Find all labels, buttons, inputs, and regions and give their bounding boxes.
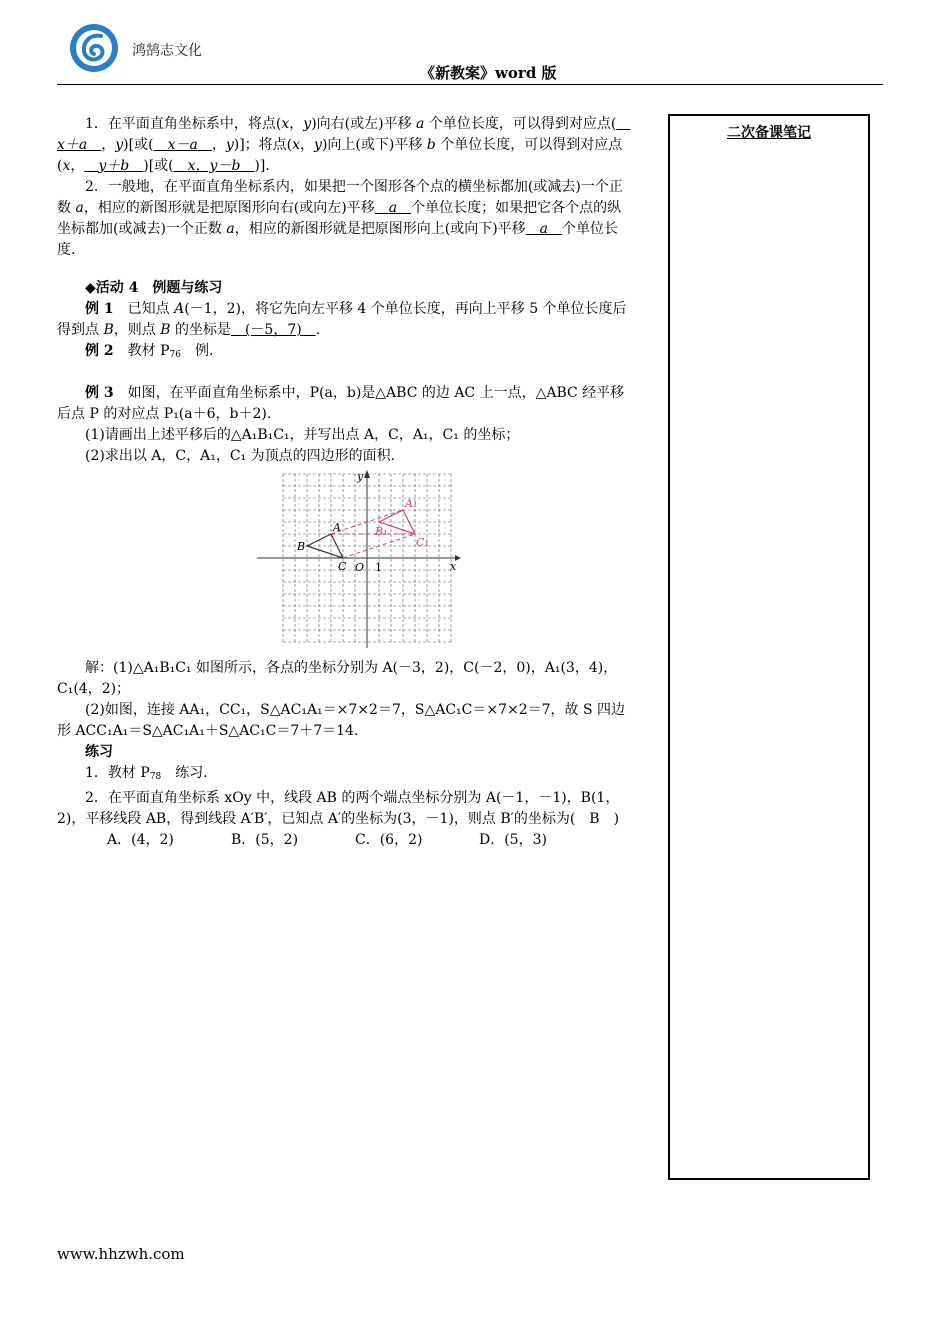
coordinate-figure — [57, 470, 635, 650]
activity-heading: ◆活动 4 例题与练习 — [85, 280, 223, 296]
option-b: B．(5，2) — [231, 832, 299, 848]
point-B-label: B — [297, 540, 306, 553]
point-C1-label: C₁ — [416, 536, 429, 549]
example-1: 例 1 已知点 A(－1，2)，将它先向左平移 4 个单位长度，再向上平移 5 个单位长度后得到点 B，则点 B 的坐标是 (－5，7) . — [57, 301, 627, 338]
answer-blank-4: x，y－b — [187, 158, 241, 174]
point-B1-label: B₁ — [375, 525, 388, 538]
answer-blank-2: x－a — [167, 137, 198, 153]
origin-label: O — [355, 561, 365, 574]
practice-heading: 练习 — [85, 744, 113, 760]
option-d: D．(5，3) — [479, 832, 547, 848]
answer-blank-7: (－5，7) — [244, 322, 302, 338]
header-title: 《新教案》word 版 — [420, 64, 557, 82]
main-content — [57, 114, 635, 851]
answer-blank-1: x＋a — [57, 137, 88, 153]
example-3: 例 3 如图，在平面直角坐标系中，P(a，b)是△ABC 的边 AC 上一点，△ABC 经平移后点 P 的对应点 P₁(a＋6，b＋2). — [57, 385, 625, 422]
example-3-question-2: (2)求出以 A，C，A₁，C₁ 为顶点的四边形的面积. — [85, 448, 396, 464]
option-c: C．(6，2) — [355, 832, 423, 848]
paragraph-1: 1．在平面直角坐标系中，将点(x，y)向右(或左)平移 a 个单位长度，可以得到对应点( x＋a ，y)[或( x－a ，y)]；将点(x，y)向上(或下)平移 b 个单位长度，可以得到对应点(x， y＋b )[或( x，y－b )]. — [57, 114, 635, 177]
solution-1: 解：(1)△A₁B₁C₁ 如图所示，各点的坐标分别为 A(－3，2)，C(－2，0)，A₁(3，4)，C₁(4，2)； — [57, 660, 618, 697]
header-divider — [57, 84, 883, 85]
logo-text: 鸿鹄志文化 — [132, 43, 202, 59]
point-A-label: A — [333, 521, 341, 534]
notes-sidebar — [668, 114, 870, 1180]
practice-1: 1．教材 $P_{78}$ 练习. — [85, 765, 208, 782]
coordinate-plane — [257, 470, 467, 650]
notes-sidebar-title: 二次备课笔记 — [727, 125, 811, 141]
point-C-label: C — [338, 560, 347, 573]
solution-2: (2)如图，连接 AA₁，CC₁，S△AC₁A₁＝×7×2＝7，S△AC₁C＝×7×2＝7，故 S 四边形 ACC₁A₁＝S△AC₁A₁＋S△AC₁C＝7＋7＝14. — [57, 702, 626, 739]
unit-label: 1 — [375, 561, 382, 574]
answer-options — [107, 830, 635, 851]
answer-blank-3: y＋b — [98, 158, 130, 174]
y-axis-label: y — [357, 470, 364, 483]
answer-blank-5: a — [388, 200, 398, 216]
example-3-question-1: (1)请画出上述平移后的△A₁B₁C₁，并写出点 A，C，A₁，C₁ 的坐标； — [85, 427, 520, 443]
point-A1-label: A₁ — [405, 497, 418, 510]
paragraph-2: 2．一般地，在平面直角坐标系内，如果把一个图形各个点的横坐标都加(或减去)一个正数 a，相应的新图形就是把原图形向右(或向左)平移 a 个单位长度；如果把它各个点的纵坐标都加(或减去)一个正数 a，相应的新图形就是把原图形向上(或向下)平移 a 个单位长度. — [57, 179, 623, 258]
answer-blank-6: a — [539, 221, 549, 237]
footer-url[interactable]: www.hhzwh.com — [57, 1245, 185, 1263]
example-2: 例 2 教材 $P_{76}$ 例. — [85, 343, 214, 360]
x-axis-label: x — [450, 560, 457, 573]
publisher-logo-icon — [68, 22, 120, 74]
practice-2: 2．在平面直角坐标系 xOy 中，线段 AB 的两个端点坐标分别为 A(－1，－1)，B(1，2)，平移线段 AB，得到线段 A′B′，已知点 A′的坐标为(3，－1)，则点 B′的坐标为( B ) — [57, 790, 620, 827]
option-a: A．(4，2) — [107, 832, 174, 848]
